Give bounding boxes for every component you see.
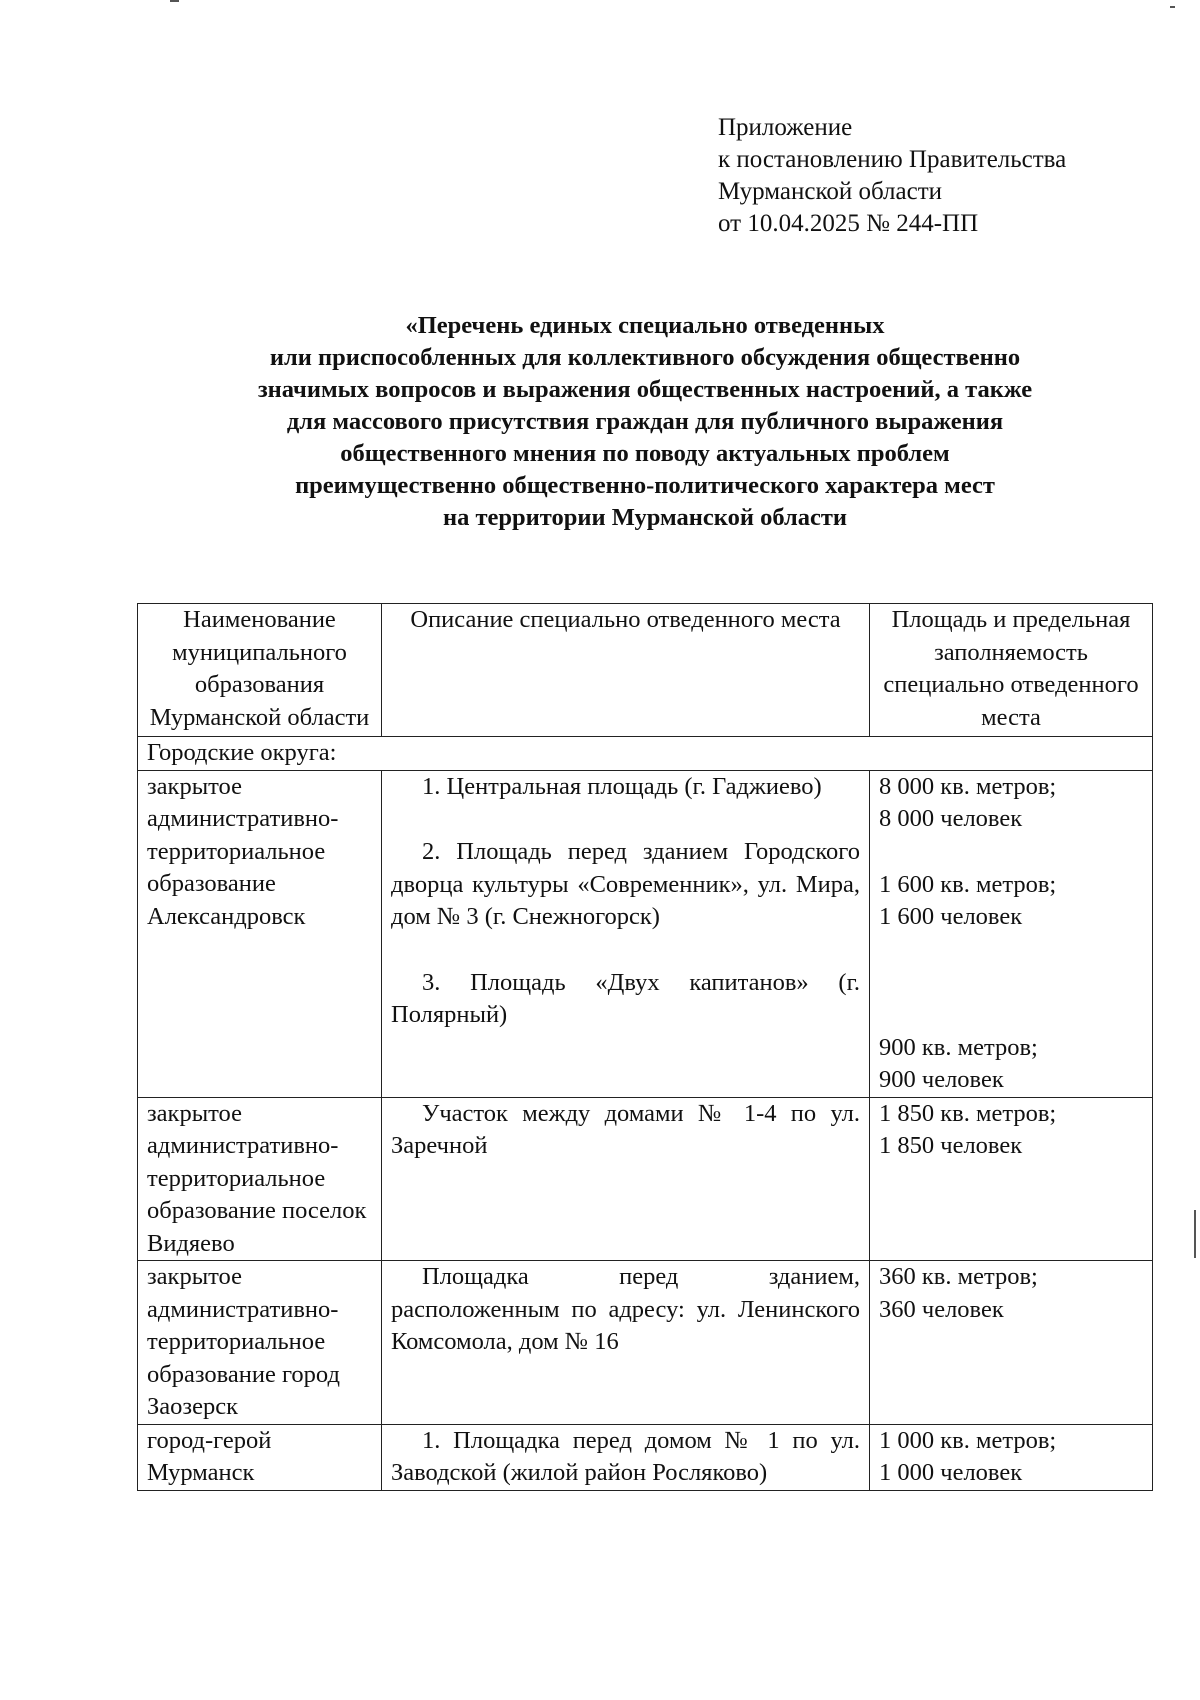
place-description: 3. Площадь «Двух капитанов» (г. Полярный)	[391, 968, 860, 1028]
area-value: 900 кв. метров;	[879, 1033, 1038, 1061]
place-area	[879, 869, 1143, 999]
area-value: 1 000 кв. метров;	[879, 1426, 1057, 1454]
title-line: значимых вопросов и выражения общественных настроений, а также	[257, 376, 1033, 403]
place-area	[879, 1032, 1143, 1097]
places-table	[137, 603, 1153, 1491]
place-description: 1. Центральная площадь (г. Гаджиево)	[422, 772, 822, 800]
title-line: на территории Мурманской области	[443, 504, 847, 531]
table-header-row	[138, 604, 1153, 737]
place-description: 2. Площадь перед зданием Городского дворца культуры «Современник», ул. Мира, дом № 3 (г. Снежногорск)	[391, 838, 860, 930]
capacity-value: 1 000 человек	[879, 1459, 1023, 1486]
area-cell	[870, 1424, 1153, 1490]
place-description: 1. Площадка перед домом № 1 по ул. Заводской (жилой район Росляково)	[391, 1426, 860, 1486]
annex-block	[718, 112, 1066, 240]
municipality-cell: закрытое административно-территориальное образование город Заозерск	[138, 1261, 382, 1425]
place-description: Участок между домами № 1-4 по ул. Заречной	[391, 1099, 860, 1159]
title-line: общественного мнения по поводу актуальных проблем	[340, 440, 950, 467]
annex-line: Приложение	[718, 114, 853, 141]
title-line: преимущественно общественно-политического характера мест	[295, 472, 995, 499]
description-cell	[382, 770, 870, 1097]
header-description: Описание специально отведенного места	[382, 604, 870, 737]
area-value: 8 000 кв. метров;	[879, 772, 1057, 800]
section-row	[138, 737, 1153, 771]
table-row	[138, 1097, 1153, 1261]
section-label: Городские округа:	[138, 737, 1153, 771]
place-area	[879, 771, 1143, 836]
capacity-value: 900 человек	[879, 1066, 1004, 1093]
header-area: Площадь и предельная заполняемость специально отведенного места	[870, 604, 1153, 737]
capacity-value: 8 000 человек	[879, 805, 1023, 832]
title-line: «Перечень единых специально отведенных	[405, 312, 885, 339]
capacity-value: 360 человек	[879, 1295, 1004, 1323]
area-value: 1 850 кв. метров;	[879, 1099, 1057, 1127]
table-row	[138, 1424, 1153, 1490]
scan-mark	[1170, 6, 1175, 8]
capacity-value: 1 850 человек	[879, 1132, 1023, 1159]
header-municipality: Наименование муниципального образования Мурманской области	[138, 604, 382, 737]
area-cell	[870, 1261, 1153, 1425]
area-cell	[870, 1097, 1153, 1261]
annex-line: к постановлению Правительства	[718, 146, 1067, 173]
municipality-cell: закрытое административно-территориальное образование Александровск	[138, 770, 382, 1097]
place-area	[879, 1261, 1143, 1326]
annex-line: от 10.04.2025 № 244-ПП	[718, 210, 979, 237]
document-title	[130, 310, 1160, 534]
annex-line: Мурманской области	[718, 178, 943, 205]
description-cell	[382, 1261, 870, 1425]
description-cell	[382, 1424, 870, 1490]
place-area	[879, 1425, 1143, 1490]
area-value: 1 600 кв. метров;	[879, 870, 1057, 898]
capacity-value: 1 600 человек	[879, 903, 1023, 930]
area-cell	[870, 770, 1153, 1097]
title-line: для массового присутствия граждан для публичного выражения	[286, 408, 1004, 435]
title-line: или приспособленных для коллективного обсуждения общественно	[269, 344, 1021, 371]
place-description: Площадка перед зданием, расположенным по адресу: ул. Ленинского Комсомола, дом № 16	[391, 1263, 860, 1355]
municipality-cell: закрытое административно-территориальное образование поселок Видяево	[138, 1097, 382, 1261]
table-row	[138, 1261, 1153, 1425]
description-cell	[382, 1097, 870, 1261]
place-area	[879, 1098, 1143, 1163]
table-row	[138, 770, 1153, 1097]
municipality-cell: город-герой Мурманск	[138, 1424, 382, 1490]
scan-mark	[170, 0, 179, 2]
area-value: 360 кв. метров;	[879, 1263, 1038, 1290]
scan-mark	[1194, 1210, 1196, 1258]
